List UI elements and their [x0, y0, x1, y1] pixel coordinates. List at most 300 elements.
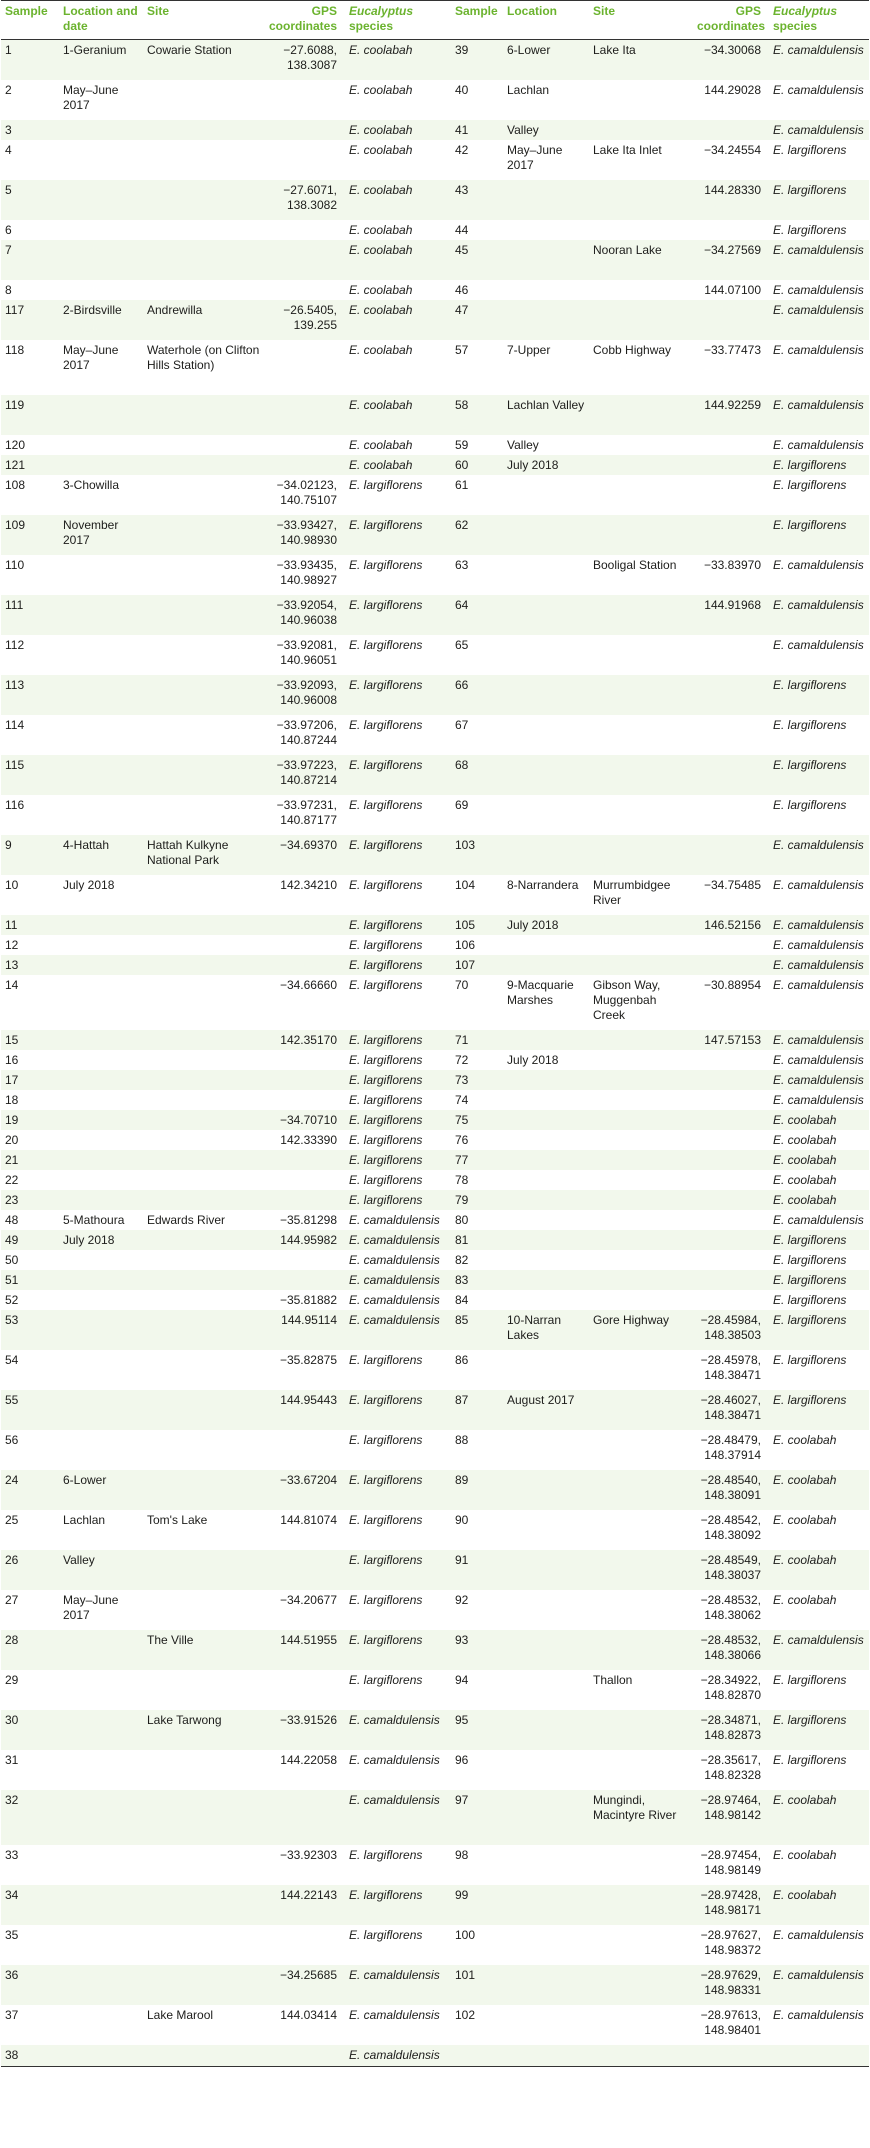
table-row [1, 835, 869, 875]
cell-site [143, 1110, 263, 1130]
cell-sample: 22 [1, 1170, 59, 1190]
cell-site [143, 220, 263, 240]
table-row [1, 1845, 869, 1885]
cell-sample: 17 [1, 1070, 59, 1090]
cell-species-2: E. coolabah [769, 1170, 869, 1190]
cell-gps [263, 435, 345, 455]
cell-species-2: E. coolabah [769, 1150, 869, 1170]
cell-species-2 [769, 2045, 869, 2067]
cell-site-2 [589, 1090, 693, 1110]
cell-species: E. camaldulensis [345, 1230, 449, 1250]
table-row [1, 1550, 869, 1590]
cell-sample: 15 [1, 1030, 59, 1050]
cell-gps: −34.66660 [263, 975, 345, 1030]
cell-location-2 [503, 1070, 589, 1090]
cell-site [143, 1070, 263, 1090]
cell-gps [263, 80, 345, 120]
cell-site [143, 555, 263, 595]
cell-species-2: E. largiflorens [769, 1230, 869, 1250]
cell-species: E. camaldulensis [345, 1290, 449, 1310]
cell-species-2: E. coolabah [769, 1590, 869, 1630]
table-row [1, 1130, 869, 1150]
table-row [1, 675, 869, 715]
cell-sample: 49 [1, 1230, 59, 1250]
cell-site [143, 755, 263, 795]
cell-gps: 144.22143 [263, 1885, 345, 1925]
cell-species: E. coolabah [345, 80, 449, 120]
cell-species-2: E. coolabah [769, 1130, 869, 1150]
cell-gps-2 [693, 455, 769, 475]
cell-location-date [59, 555, 143, 595]
cell-site-2: Booligal Station [589, 555, 693, 595]
table-row [1, 1250, 869, 1270]
cell-species-2: E. largiflorens [769, 1290, 869, 1310]
cell-gps [263, 120, 345, 140]
cell-site-2 [589, 1590, 693, 1630]
cell-species: E. coolabah [345, 300, 449, 340]
cell-location-2: 6-Lower [503, 40, 589, 81]
table-row [1, 875, 869, 915]
cell-sample: 13 [1, 955, 59, 975]
cell-site [143, 1170, 263, 1190]
cell-gps [263, 1050, 345, 1070]
cell-species-2: E. coolabah [769, 1885, 869, 1925]
cell-site [143, 635, 263, 675]
cell-sample: 37 [1, 2005, 59, 2045]
cell-site-2 [589, 1250, 693, 1270]
cell-sample: 8 [1, 280, 59, 300]
cell-sample-2: 45 [449, 240, 503, 280]
cell-sample-2: 78 [449, 1170, 503, 1190]
cell-site-2 [589, 515, 693, 555]
cell-species: E. largiflorens [345, 1030, 449, 1050]
cell-gps: −27.6088, 138.3087 [263, 40, 345, 81]
cell-gps-2: −33.77473 [693, 340, 769, 395]
cell-sample: 121 [1, 455, 59, 475]
cell-sample: 34 [1, 1885, 59, 1925]
cell-sample: 56 [1, 1430, 59, 1470]
cell-sample: 4 [1, 140, 59, 180]
cell-sample-2: 98 [449, 1845, 503, 1885]
cell-site-2 [589, 935, 693, 955]
cell-sample-2: 64 [449, 595, 503, 635]
cell-gps-2: −33.83970 [693, 555, 769, 595]
cell-sample-2: 84 [449, 1290, 503, 1310]
cell-gps: −34.20677 [263, 1590, 345, 1630]
cell-sample-2: 91 [449, 1550, 503, 1590]
cell-location-2 [503, 1430, 589, 1470]
cell-sample: 23 [1, 1190, 59, 1210]
cell-gps-2 [693, 120, 769, 140]
cell-species-2: E. largiflorens [769, 795, 869, 835]
cell-site [143, 180, 263, 220]
cell-species-2: E. camaldulensis [769, 2005, 869, 2045]
cell-gps-2: −28.97454, 148.98149 [693, 1845, 769, 1885]
cell-gps: 144.03414 [263, 2005, 345, 2045]
cell-sample-2: 88 [449, 1430, 503, 1470]
cell-gps: −34.69370 [263, 835, 345, 875]
cell-site-2: Murrumbidgee River [589, 875, 693, 915]
cell-sample: 27 [1, 1590, 59, 1630]
table-row [1, 180, 869, 220]
cell-site [143, 1130, 263, 1150]
cell-site-2: Gore Highway [589, 1310, 693, 1350]
cell-sample: 5 [1, 180, 59, 220]
cell-site-2 [589, 675, 693, 715]
cell-sample: 25 [1, 1510, 59, 1550]
cell-sample: 26 [1, 1550, 59, 1590]
cell-site: Tom's Lake [143, 1510, 263, 1550]
cell-sample-2: 67 [449, 715, 503, 755]
table-row [1, 2005, 869, 2045]
cell-location-2 [503, 180, 589, 220]
cell-location-2 [503, 280, 589, 300]
cell-location-date: July 2018 [59, 875, 143, 915]
cell-site [143, 80, 263, 120]
table-row [1, 1350, 869, 1390]
table-row [1, 1290, 869, 1310]
cell-site [143, 595, 263, 635]
table-row [1, 140, 869, 180]
cell-sample: 117 [1, 300, 59, 340]
cell-species: E. largiflorens [345, 1150, 449, 1170]
cell-gps [263, 1150, 345, 1170]
table-row [1, 715, 869, 755]
cell-sample: 32 [1, 1790, 59, 1845]
cell-gps-2: 147.57153 [693, 1030, 769, 1050]
cell-gps-2: −28.97627, 148.98372 [693, 1925, 769, 1965]
cell-site-2 [589, 1190, 693, 1210]
cell-location-2 [503, 220, 589, 240]
cell-sample-2: 70 [449, 975, 503, 1030]
cell-species-2: E. largiflorens [769, 515, 869, 555]
cell-sample: 24 [1, 1470, 59, 1510]
cell-location-date [59, 1130, 143, 1150]
cell-site-2: Lake Ita Inlet [589, 140, 693, 180]
cell-site-2 [589, 120, 693, 140]
cell-gps-2: −30.88954 [693, 975, 769, 1030]
cell-gps-2 [693, 1090, 769, 1110]
cell-sample: 111 [1, 595, 59, 635]
cell-species: E. largiflorens [345, 755, 449, 795]
cell-site-2 [589, 835, 693, 875]
cell-species: E. largiflorens [345, 795, 449, 835]
header-sample: Sample [1, 1, 59, 40]
table-row [1, 1170, 869, 1190]
cell-species-2: E. largiflorens [769, 1670, 869, 1710]
cell-site [143, 975, 263, 1030]
cell-sample-2: 105 [449, 915, 503, 935]
table-row [1, 340, 869, 395]
cell-species: E. coolabah [345, 435, 449, 455]
table-row [1, 1050, 869, 1070]
table-row [1, 1925, 869, 1965]
cell-site-2 [589, 1110, 693, 1130]
table-row [1, 1470, 869, 1510]
cell-gps [263, 935, 345, 955]
cell-sample-2: 41 [449, 120, 503, 140]
table-row [1, 795, 869, 835]
cell-site-2 [589, 955, 693, 975]
cell-gps-2: −34.24554 [693, 140, 769, 180]
header-location-date: Location and date [59, 1, 143, 40]
table-row [1, 1630, 869, 1670]
cell-gps-2: 144.91968 [693, 595, 769, 635]
cell-species-2: E. largiflorens [769, 1710, 869, 1750]
cell-site [143, 435, 263, 455]
cell-location-2 [503, 635, 589, 675]
cell-gps-2 [693, 1110, 769, 1130]
cell-species-2: E. largiflorens [769, 675, 869, 715]
cell-site [143, 240, 263, 280]
cell-location-2: July 2018 [503, 1050, 589, 1070]
header-location-2: Location [503, 1, 589, 40]
cell-location-2 [503, 1670, 589, 1710]
cell-sample: 12 [1, 935, 59, 955]
table-row [1, 240, 869, 280]
cell-sample: 11 [1, 915, 59, 935]
cell-location-2 [503, 1790, 589, 1845]
cell-gps: 144.95982 [263, 1230, 345, 1250]
cell-site [143, 795, 263, 835]
cell-sample-2: 90 [449, 1510, 503, 1550]
cell-sample: 114 [1, 715, 59, 755]
cell-location-2 [503, 1250, 589, 1270]
table-row [1, 1710, 869, 1750]
cell-species: E. coolabah [345, 120, 449, 140]
cell-site [143, 1030, 263, 1050]
cell-location-date: May–June 2017 [59, 340, 143, 395]
table-row [1, 1390, 869, 1430]
cell-gps [263, 1270, 345, 1290]
cell-species-2: E. coolabah [769, 1510, 869, 1550]
cell-species-2: E. camaldulensis [769, 975, 869, 1030]
cell-gps: −26.5405, 139.255 [263, 300, 345, 340]
cell-location-2 [503, 1590, 589, 1630]
table-row [1, 635, 869, 675]
cell-gps-2 [693, 935, 769, 955]
cell-species: E. largiflorens [345, 1430, 449, 1470]
table-row [1, 1430, 869, 1470]
cell-sample-2: 82 [449, 1250, 503, 1270]
cell-species-2: E. camaldulensis [769, 1070, 869, 1090]
cell-site-2: Cobb Highway [589, 340, 693, 395]
cell-location-date [59, 1965, 143, 2005]
cell-site [143, 675, 263, 715]
cell-sample: 35 [1, 1925, 59, 1965]
cell-gps-2 [693, 1270, 769, 1290]
cell-species: E. coolabah [345, 340, 449, 395]
cell-species-2: E. coolabah [769, 1550, 869, 1590]
cell-sample: 115 [1, 755, 59, 795]
table-row [1, 1885, 869, 1925]
cell-location-2: 7-Upper [503, 340, 589, 395]
cell-gps-2: −28.45978, 148.38471 [693, 1350, 769, 1390]
cell-species-2: E. camaldulensis [769, 340, 869, 395]
cell-species-2: E. largiflorens [769, 140, 869, 180]
cell-gps-2 [693, 1170, 769, 1190]
cell-site-2 [589, 1430, 693, 1470]
cell-location-2: July 2018 [503, 915, 589, 935]
cell-sample-2: 100 [449, 1925, 503, 1965]
table-row [1, 555, 869, 595]
cell-location-date: November 2017 [59, 515, 143, 555]
cell-location-date [59, 1710, 143, 1750]
table-row [1, 1030, 869, 1050]
table-row [1, 1790, 869, 1845]
cell-location-2 [503, 795, 589, 835]
cell-sample-2: 103 [449, 835, 503, 875]
table-row [1, 80, 869, 120]
cell-site [143, 1390, 263, 1430]
cell-site [143, 1310, 263, 1350]
cell-sample: 36 [1, 1965, 59, 2005]
cell-sample-2: 80 [449, 1210, 503, 1230]
cell-site-2 [589, 755, 693, 795]
cell-species-2: E. largiflorens [769, 755, 869, 795]
cell-gps-2: −28.46027, 148.38471 [693, 1390, 769, 1430]
cell-gps: 144.81074 [263, 1510, 345, 1550]
cell-species: E. largiflorens [345, 1170, 449, 1190]
cell-location-date: Valley [59, 1550, 143, 1590]
cell-sample-2: 62 [449, 515, 503, 555]
cell-location-date [59, 180, 143, 220]
cell-site [143, 1250, 263, 1270]
cell-gps: 144.95114 [263, 1310, 345, 1350]
cell-gps [263, 1170, 345, 1190]
table-row [1, 280, 869, 300]
cell-species-2: E. largiflorens [769, 1750, 869, 1790]
cell-location-date [59, 1070, 143, 1090]
cell-species: E. largiflorens [345, 1070, 449, 1090]
cell-sample-2: 106 [449, 935, 503, 955]
header-species-genus: Eucalyptus [349, 4, 414, 18]
cell-species-2: E. largiflorens [769, 1250, 869, 1270]
cell-location-date [59, 435, 143, 455]
cell-species: E. camaldulensis [345, 2005, 449, 2045]
cell-location-date [59, 1290, 143, 1310]
cell-sample-2: 72 [449, 1050, 503, 1070]
cell-location-date [59, 1190, 143, 1210]
cell-location-2 [503, 1470, 589, 1510]
cell-site-2 [589, 1350, 693, 1390]
cell-site-2 [589, 1630, 693, 1670]
cell-location-2 [503, 755, 589, 795]
cell-sample: 10 [1, 875, 59, 915]
cell-sample-2: 89 [449, 1470, 503, 1510]
table-row [1, 1310, 869, 1350]
cell-location-date [59, 1050, 143, 1070]
cell-gps-2: −34.30068 [693, 40, 769, 81]
cell-site-2 [589, 1510, 693, 1550]
eucalyptus-samples-table [1, 0, 869, 2067]
cell-sample-2: 42 [449, 140, 503, 180]
cell-location-2 [503, 515, 589, 555]
cell-species-2: E. largiflorens [769, 455, 869, 475]
cell-location-date [59, 395, 143, 435]
cell-species-2: E. camaldulensis [769, 280, 869, 300]
cell-sample: 20 [1, 1130, 59, 1150]
cell-gps [263, 1670, 345, 1710]
cell-site-2 [589, 1925, 693, 1965]
cell-location-2: July 2018 [503, 455, 589, 475]
cell-sample-2: 43 [449, 180, 503, 220]
cell-gps-2: −28.97428, 148.98171 [693, 1885, 769, 1925]
cell-species-2: E. camaldulensis [769, 1210, 869, 1230]
header-species-2 [769, 1, 869, 40]
cell-sample-2: 57 [449, 340, 503, 395]
cell-location-date [59, 1630, 143, 1670]
cell-gps-2 [693, 1050, 769, 1070]
cell-species-2: E. largiflorens [769, 715, 869, 755]
cell-location-2 [503, 1150, 589, 1170]
cell-site [143, 1790, 263, 1845]
cell-sample: 55 [1, 1390, 59, 1430]
cell-gps: −33.93427, 140.98930 [263, 515, 345, 555]
cell-site [143, 455, 263, 475]
cell-species-2: E. coolabah [769, 1790, 869, 1845]
cell-location-date [59, 120, 143, 140]
cell-site-2 [589, 1030, 693, 1050]
cell-site-2 [589, 1965, 693, 2005]
cell-location-date: May–June 2017 [59, 80, 143, 120]
cell-sample: 29 [1, 1670, 59, 1710]
cell-species-2: E. coolabah [769, 1845, 869, 1885]
cell-location-date [59, 795, 143, 835]
cell-location-date [59, 1150, 143, 1170]
cell-species-2: E. camaldulensis [769, 595, 869, 635]
cell-sample-2: 107 [449, 955, 503, 975]
cell-gps: 142.33390 [263, 1130, 345, 1150]
cell-site-2 [589, 435, 693, 455]
cell-species: E. largiflorens [345, 595, 449, 635]
cell-sample-2: 44 [449, 220, 503, 240]
cell-location-2 [503, 1110, 589, 1130]
cell-site: Waterhole (on Clifton Hills Station) [143, 340, 263, 395]
cell-sample-2: 77 [449, 1150, 503, 1170]
cell-location-date [59, 1270, 143, 1290]
cell-species: E. largiflorens [345, 635, 449, 675]
cell-species-2: E. camaldulensis [769, 1030, 869, 1050]
cell-sample-2: 73 [449, 1070, 503, 1090]
cell-species-2: E. camaldulensis [769, 1050, 869, 1070]
cell-sample: 53 [1, 1310, 59, 1350]
cell-location-date [59, 715, 143, 755]
cell-location-date [59, 280, 143, 300]
cell-location-date [59, 1250, 143, 1270]
cell-species: E. largiflorens [345, 675, 449, 715]
cell-gps-2 [693, 220, 769, 240]
cell-sample-2: 86 [449, 1350, 503, 1390]
cell-sample: 109 [1, 515, 59, 555]
cell-sample-2: 97 [449, 1790, 503, 1845]
cell-gps-2: 144.28330 [693, 180, 769, 220]
cell-species: E. largiflorens [345, 1090, 449, 1110]
cell-location-date: Lachlan [59, 1510, 143, 1550]
cell-sample-2: 85 [449, 1310, 503, 1350]
cell-gps: −33.92054, 140.96038 [263, 595, 345, 635]
cell-gps [263, 1550, 345, 1590]
cell-species: E. largiflorens [345, 715, 449, 755]
cell-species: E. largiflorens [345, 1350, 449, 1390]
cell-gps-2: −28.48532, 148.38062 [693, 1590, 769, 1630]
cell-gps-2 [693, 795, 769, 835]
cell-sample-2: 61 [449, 475, 503, 515]
cell-species: E. camaldulensis [345, 1965, 449, 2005]
cell-gps: −33.97231, 140.87177 [263, 795, 345, 835]
cell-sample: 116 [1, 795, 59, 835]
cell-species-2: E. camaldulensis [769, 395, 869, 435]
